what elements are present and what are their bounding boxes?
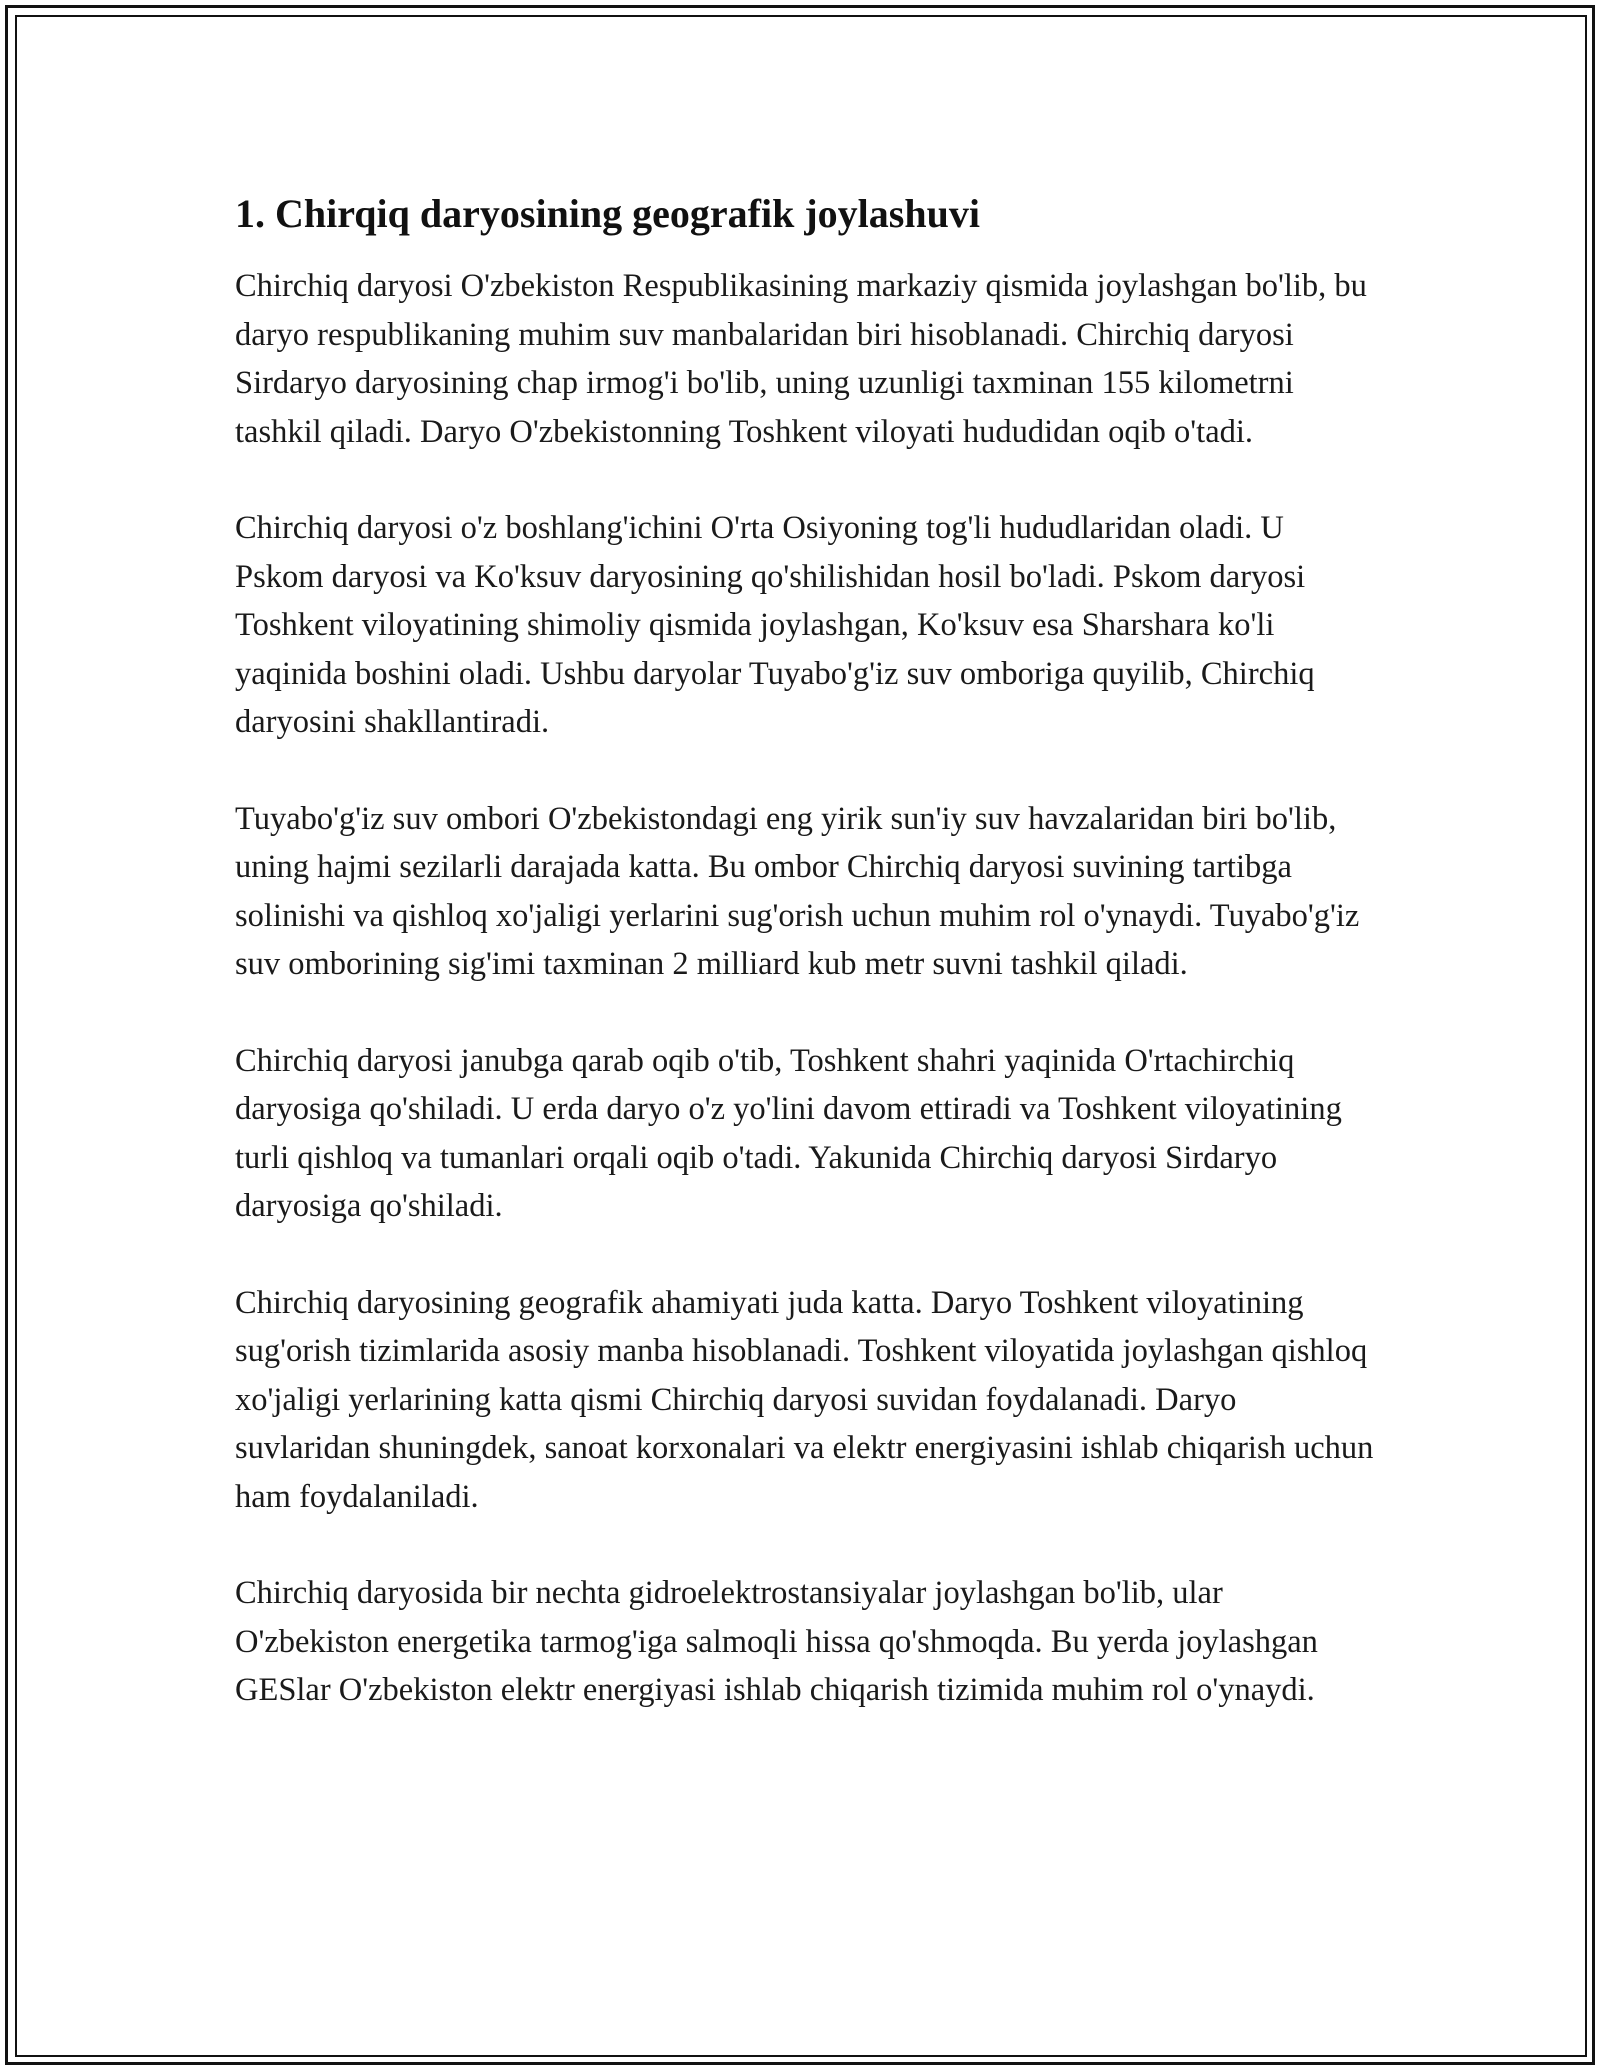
paragraph-3: Tuyabo'g'iz suv ombori O'zbekistondagi eng yirik sun'iy suv havzalaridan biri bo'lib, uning hajmi sezilarli darajada katta. Bu ombor Chirchiq daryosi suvining tartibga solinishi va qishloq xo'jaligi yerlarini sug'orish uchun muhim rol o'ynaydi. Tuyabo'g'iz suv omborining sig'imi taxminan 2 milliard kub metr suvni tashkil qiladi. bbox=[235, 800, 1360, 982]
paragraph-2: Chirchiq daryosi o'z boshlang'ichini O'rta Osiyoning tog'li hududlaridan oladi. U Pskom daryosi va Ko'ksuv daryosining qo'shilishidan hosil bo'ladi. Pskom daryosi Toshkent viloyatining shimoliy qismida joylashgan, Ko'ksuv esa Sharshara ko'li yaqinida boshini oladi. Ushbu daryolar Tuyabo'g'iz suv omboriga quyilib, Chirchiq daryosini shakllantiradi. bbox=[235, 510, 1315, 740]
paragraph-1: Chirchiq daryosi O'zbekiston Respublikasining markaziy qismida joylashgan bo'lib, bu daryo respublikaning muhim suv manbalaridan biri hisoblanadi. Chirchiq daryosi Sirdaryo daryosining chap irmog'i bo'lib, uning uzunligi taxminan 155 kilometrni tashkil qiladi. Daryo O'zbekistonning Toshkent viloyati hududidan oqib o'tadi. bbox=[235, 268, 1367, 450]
paragraph-4: Chirchiq daryosi janubga qarab oqib o'tib, Toshkent shahri yaqinida O'rtachirchiq daryosiga qo'shiladi. U erda daryo o'z yo'lini davom ettiradi va Toshkent viloyatining turli qishloq va tumanlari orqali oqib o'tadi. Yakunida Chirchiq daryosi Sirdaryo daryosiga qo'shiladi. bbox=[235, 1042, 1342, 1224]
paragraph-6: Chirchiq daryosida bir nechta gidroelektrostansiyalar joylashgan bo'lib, ular O'zbekiston energetika tarmog'iga salmoqli hissa qo'shmoqda. Bu yerda joylashgan GESlar O'zbekiston elektr energiyasi ishlab chiqarish tizimida muhim rol o'ynaydi. bbox=[235, 1575, 1318, 1708]
document-body bbox=[235, 186, 1375, 1763]
paragraph-5: Chirchiq daryosining geografik ahamiyati juda katta. Daryo Toshkent viloyatining sug'orish tizimlarida asosiy manba hisoblanadi. Toshkent viloyatida joylashgan qishloq xo'jaligi yerlarining katta qismi Chirchiq daryosi suvidan foydalanadi. Daryo suvlaridan shuningdek, sanoat korxonalari va elektr energiyasini ishlab chiqarish uchun ham foydalaniladi. bbox=[235, 1284, 1374, 1515]
section-heading: 1. Chirqiq daryosining geografik joylashuvi bbox=[235, 191, 980, 236]
